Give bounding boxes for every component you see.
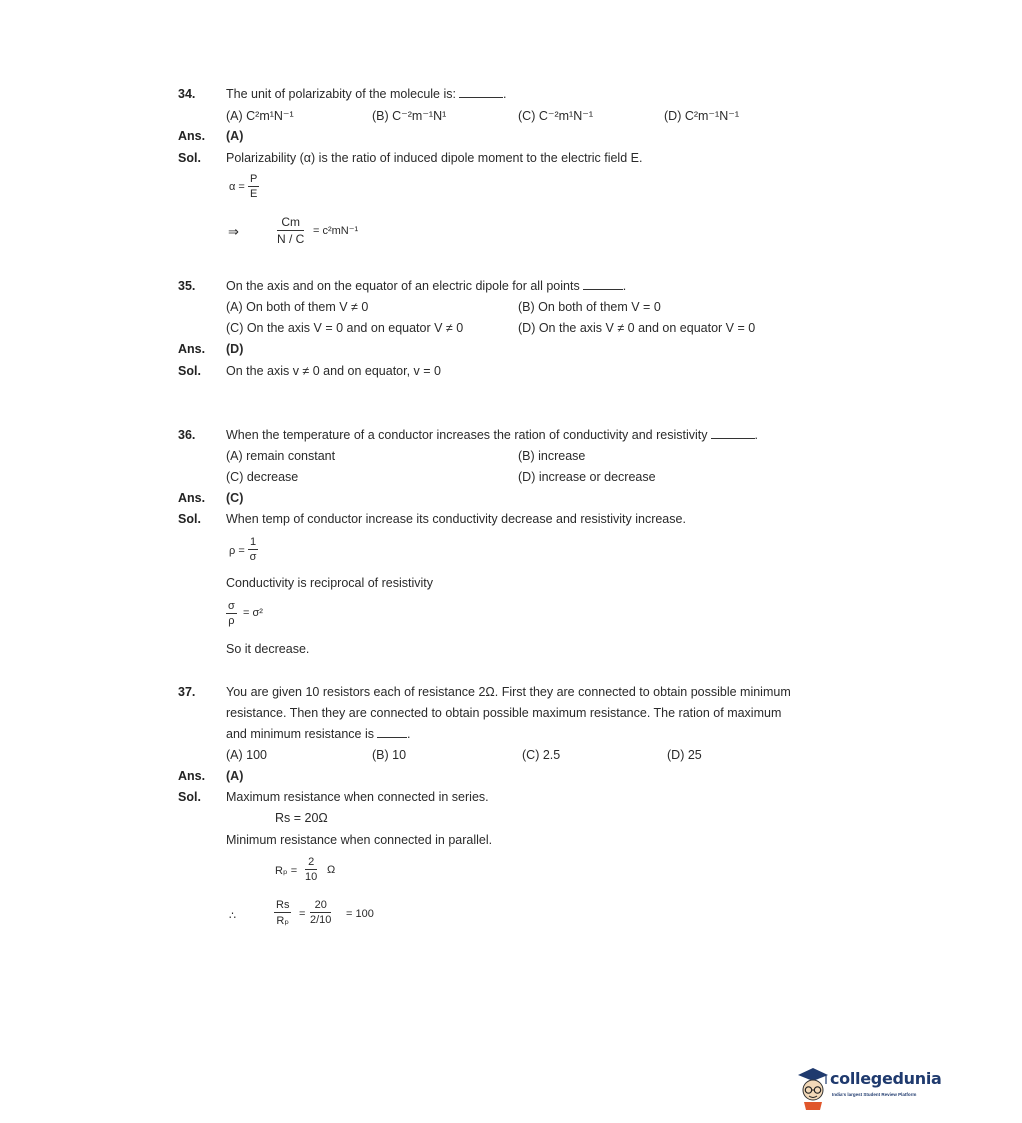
option-d: (D) increase or decrease [518, 470, 656, 484]
option-d: (D) 25 [667, 748, 702, 762]
solution-line: Minimum resistance when connected in parallel. [226, 833, 493, 847]
equation-result: = 100 [346, 908, 374, 920]
answer-label: Ans. [178, 342, 206, 356]
answer-value: (A) [226, 129, 244, 143]
fraction [226, 600, 237, 627]
option-b: (B) C⁻²m⁻¹N¹ [372, 109, 447, 123]
logo-tagline: India's largest Student Review Platform [832, 1092, 917, 1097]
question-text: On the axis and on the equator of an electric dipole for all points . [226, 279, 627, 293]
numerator: σ [228, 600, 235, 612]
numerator: 1 [250, 536, 257, 548]
question-number: 35. [178, 279, 196, 293]
option-b: (B) On both of them V = 0 [518, 300, 661, 314]
option-a: (A) 100 [226, 748, 267, 762]
fraction [248, 173, 259, 200]
fraction [274, 899, 291, 927]
solution-label: Sol. [178, 151, 201, 165]
equation-lhs: α = [229, 181, 245, 193]
answer-value: (C) [226, 491, 244, 505]
answer-label: Ans. [178, 129, 206, 143]
numerator: Cm [277, 215, 304, 231]
equation-lhs: Rₚ = [275, 865, 298, 877]
option-c: (C) C⁻²m¹N⁻¹ [518, 109, 593, 123]
denominator: N / C [277, 232, 305, 246]
solution-text: On the axis v ≠ 0 and on equator, v = 0 [226, 364, 441, 378]
equation-rhs: = c²mN⁻¹ [313, 225, 359, 237]
denominator: Rₚ [276, 915, 290, 927]
unit: Ω [327, 864, 336, 876]
solution-text: Maximum resistance when connected in series. [226, 790, 489, 804]
option-d: (D) C²m⁻¹N⁻¹ [664, 109, 739, 123]
option-d: (D) On the axis V ≠ 0 and on equator V = 0 [518, 321, 756, 335]
denominator: σ [249, 551, 257, 563]
question-text: When the temperature of a conductor increases the ration of conductivity and resistivity . [226, 428, 758, 442]
numerator: Rs [276, 899, 290, 911]
fraction [277, 215, 304, 246]
option-a: (A) remain constant [226, 449, 336, 463]
question-number: 36. [178, 428, 196, 442]
collegedunia-logo [796, 1066, 946, 1110]
solution-line: Conductivity is reciprocal of resistivity [226, 576, 434, 590]
option-c: (C) 2.5 [522, 748, 561, 762]
denominator: ρ [228, 615, 235, 627]
option-b: (B) 10 [372, 748, 407, 762]
solution-line: So it decrease. [226, 642, 310, 656]
question-text-line: You are given 10 resistors each of resistance 2Ω. First they are connected to obtain possible minimum [226, 685, 791, 699]
option-a: (A) C²m¹N⁻¹ [226, 109, 294, 123]
option-c: (C) On the axis V = 0 and on equator V ≠ 0 [226, 321, 464, 335]
question-text-line: resistance. Then they are connected to obtain possible maximum resistance. The ration of maximum [226, 706, 782, 720]
question-number: 34. [178, 87, 196, 101]
series-resistance: Rs = 20Ω [275, 811, 328, 825]
option-c: (C) decrease [226, 470, 299, 484]
solution-label: Sol. [178, 790, 201, 804]
solution-label: Sol. [178, 364, 201, 378]
fraction [305, 856, 317, 883]
solution-label: Sol. [178, 512, 201, 526]
solution-text: Polarizability (α) is the ratio of induced dipole moment to the electric field E. [226, 151, 643, 165]
question-text-line: and minimum resistance is . [226, 727, 411, 741]
denominator: 10 [305, 871, 318, 883]
therefore-symbol: ∴ [229, 910, 236, 922]
student-mascot-icon [796, 1066, 830, 1110]
answer-label: Ans. [178, 491, 206, 505]
solution-text: When temp of conductor increase its conductivity decrease and resistivity increase. [226, 512, 686, 526]
answer-value: (A) [226, 769, 244, 783]
fraction [248, 536, 258, 563]
numerator: 20 [310, 899, 331, 913]
denominator: E [250, 188, 258, 200]
numerator: P [250, 173, 258, 185]
logo-wordmark: collegedunia [830, 1069, 942, 1088]
equation-rhs: = σ² [243, 607, 263, 619]
answer-label: Ans. [178, 769, 206, 783]
answer-value: (D) [226, 342, 244, 356]
option-b: (B) increase [518, 449, 586, 463]
question-text: The unit of polarizabity of the molecule is: . [226, 87, 507, 101]
numerator: 2 [305, 856, 317, 870]
implies-arrow: ⇒ [228, 224, 239, 239]
denominator: 2/10 [310, 914, 332, 926]
equals-sign: = [299, 908, 306, 920]
question-number: 37. [178, 685, 196, 699]
equation-lhs: ρ = [229, 545, 245, 557]
option-a: (A) On both of them V ≠ 0 [226, 300, 369, 314]
fraction [310, 899, 331, 926]
